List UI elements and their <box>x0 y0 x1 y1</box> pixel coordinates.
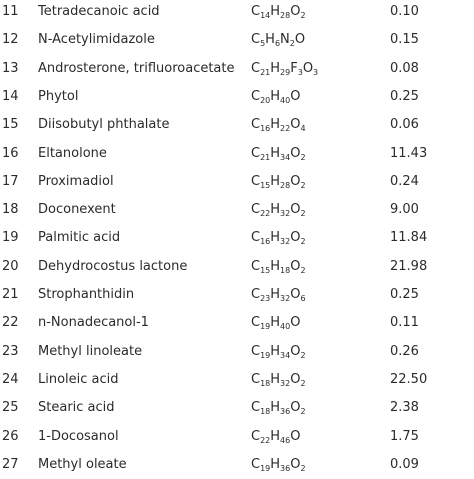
compound-name: Phytol <box>38 88 79 104</box>
compound-name: Diisobutyl phthalate <box>38 117 170 133</box>
compound-name: Dehydrocostus lactone <box>38 258 188 274</box>
relative-content: 0.08 <box>390 60 419 76</box>
relative-content: 0.26 <box>390 343 419 359</box>
row-number: 11 <box>2 4 19 19</box>
compound-name: Methyl linoleate <box>38 343 143 359</box>
relative-content: 0.24 <box>390 173 419 189</box>
compound-name: Linoleic acid <box>38 371 119 387</box>
table-row <box>0 111 474 139</box>
row-number: 18 <box>2 202 19 218</box>
compound-name: Palmitic acid <box>38 230 121 246</box>
row-number: 12 <box>2 32 19 48</box>
relative-content: 9.00 <box>390 202 419 218</box>
molecular-formula: $C_{15}H_{18}O_2$ <box>251 258 306 275</box>
molecular-formula: $C_{19}H_{40}O$ <box>251 315 301 332</box>
compound-name: n-Nonadecanol-1 <box>38 315 149 331</box>
table-row <box>0 451 474 479</box>
relative-content: 21.98 <box>390 258 428 274</box>
molecular-formula: $C_{16}H_{32}O_2$ <box>251 230 306 247</box>
molecular-formula: $C_{23}H_{32}O_6$ <box>251 287 306 303</box>
relative-content: 0.10 <box>390 4 419 19</box>
molecular-formula: $C_{14}H_{28}O_2$ <box>251 4 306 20</box>
molecular-formula: $C_{21}H_{29}F_3O_3$ <box>251 60 319 77</box>
table-row <box>0 253 474 281</box>
table-row <box>0 224 474 252</box>
relative-content: 2.38 <box>390 400 419 416</box>
molecular-formula: $C_{18}H_{36}O_2$ <box>251 400 306 417</box>
table-row <box>0 281 474 309</box>
row-number: 25 <box>2 400 19 416</box>
molecular-formula: $C_{15}H_{28}O_2$ <box>251 173 306 190</box>
table-row <box>0 55 474 83</box>
row-number: 17 <box>2 173 19 189</box>
row-number: 24 <box>2 371 19 387</box>
compound-name: Methyl oleate <box>38 456 127 472</box>
compound-name: Doconexent <box>38 202 116 218</box>
relative-content: 22.50 <box>390 371 428 387</box>
row-number: 14 <box>2 88 19 104</box>
relative-content: 0.25 <box>390 287 419 302</box>
table-row <box>0 168 474 196</box>
table-row <box>0 26 474 54</box>
relative-content: 0.15 <box>390 32 419 48</box>
table-row <box>0 309 474 337</box>
compound-name: Androsterone, trifluoroacetate <box>38 60 235 76</box>
row-number: 23 <box>2 343 19 359</box>
relative-content: 0.06 <box>390 117 419 133</box>
row-number: 15 <box>2 117 19 133</box>
relative-content: 1.75 <box>390 428 419 444</box>
relative-content: 0.09 <box>390 456 419 472</box>
compound-name: Strophanthidin <box>38 287 135 302</box>
row-number: 16 <box>2 145 19 161</box>
relative-content: 0.25 <box>390 88 419 104</box>
relative-content: 11.84 <box>390 230 428 246</box>
molecular-formula: $C_5H_6N_2O$ <box>251 32 306 49</box>
table-row <box>0 140 474 168</box>
molecular-formula: $C_{22}H_{46}O$ <box>251 428 301 445</box>
row-number: 27 <box>2 456 19 472</box>
compound-name: Stearic acid <box>38 400 115 416</box>
table-row <box>0 394 474 422</box>
molecular-formula: $C_{19}H_{34}O_2$ <box>251 343 306 360</box>
relative-content: 0.11 <box>390 315 419 331</box>
row-number: 26 <box>2 428 19 444</box>
compound-name: 1-Docosanol <box>38 428 119 444</box>
molecular-formula: $C_{18}H_{32}O_2$ <box>251 371 306 388</box>
molecular-formula: $C_{16}H_{22}O_4$ <box>251 117 306 134</box>
molecular-formula: $C_{22}H_{32}O_2$ <box>251 202 306 219</box>
row-number: 21 <box>2 287 19 302</box>
molecular-formula: $C_{19}H_{36}O_2$ <box>251 456 306 473</box>
row-number: 13 <box>2 60 19 76</box>
table-row <box>0 0 474 26</box>
table-row <box>0 366 474 394</box>
compound-name: Tetradecanoic acid <box>38 4 160 19</box>
compound-name: Proximadiol <box>38 173 114 189</box>
compound-name: Eltanolone <box>38 145 107 161</box>
relative-content: 11.43 <box>390 145 428 161</box>
row-number: 19 <box>2 230 19 246</box>
table-row <box>0 83 474 111</box>
compound-name: N-Acetylimidazole <box>38 32 155 48</box>
table-row <box>0 196 474 224</box>
molecular-formula: $C_{21}H_{34}O_2$ <box>251 145 306 162</box>
row-number: 20 <box>2 258 19 274</box>
row-number: 22 <box>2 315 19 331</box>
molecular-formula: $C_{20}H_{40}O$ <box>251 88 301 105</box>
table-row <box>0 423 474 451</box>
table-row <box>0 338 474 366</box>
